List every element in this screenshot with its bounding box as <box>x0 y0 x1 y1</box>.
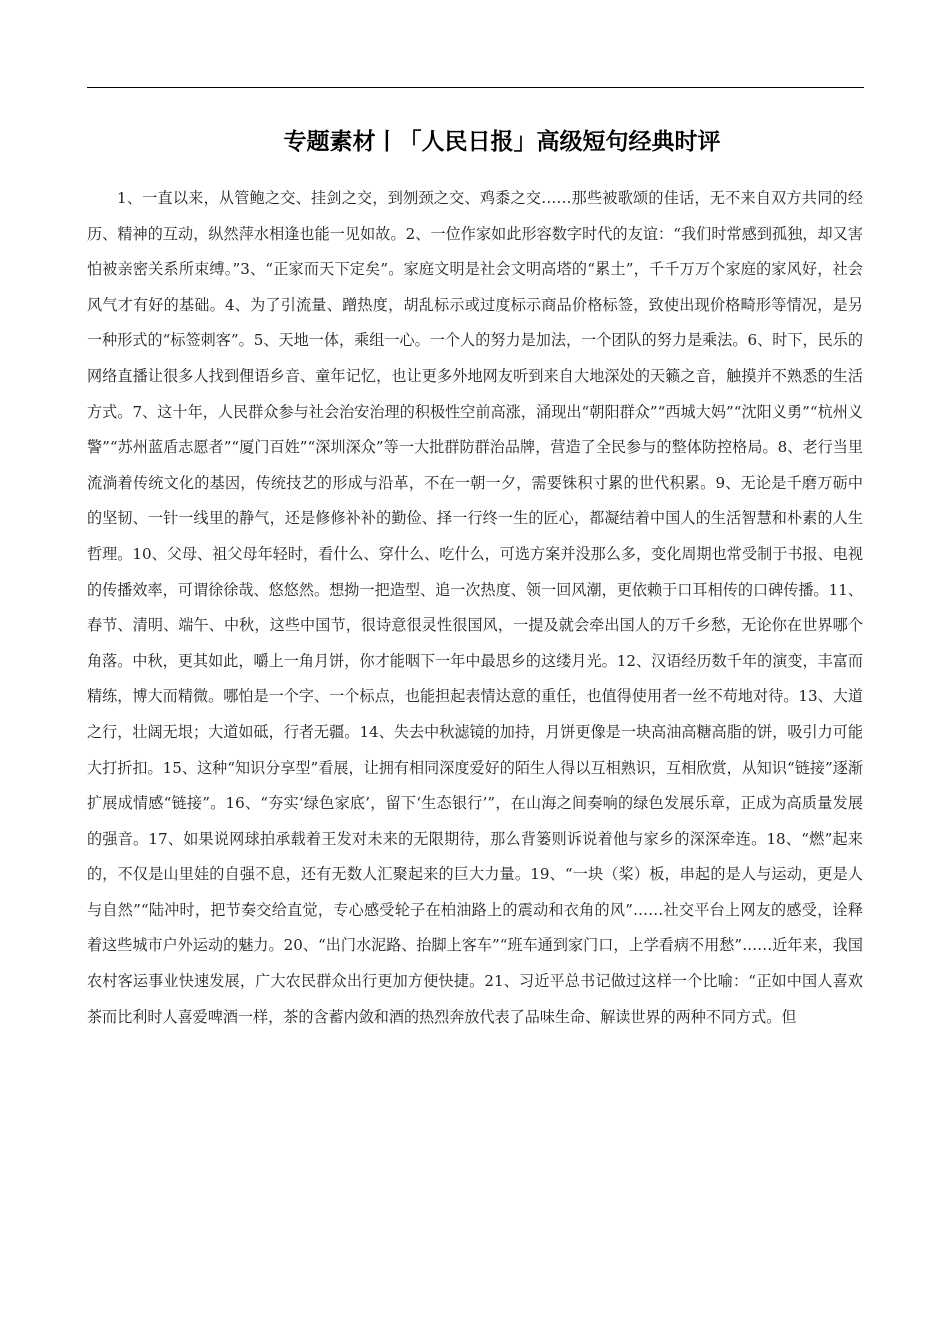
document-body-paragraph: 1、一直以来，从管鲍之交、挂剑之交，到刎颈之交、鸡黍之交……那些被歌颂的佳话，无不来自双方共同的经历、精神的互动，纵然萍水相逢也能一见如故。2、一位作家如此形容数字时代的友谊：“我们时常感到孤独，却又害怕被亲密关系所束缚。”3、“正家而天下定矣”。家庭文明是社会文明高塔的“累土”，千千万万个家庭的家风好，社会风气才有好的基础。4、为了引流量、蹭热度，胡乱标示或过度标示商品价格标签，致使出现价格畸形等情况，是另一种形式的“标签刺客”。5、天地一体，乘组一心。一个人的努力是加法，一个团队的努力是乘法。6、时下，民乐的网络直播让很多人找到俚语乡音、童年记忆，也让更多外地网友听到来自大地深处的天籁之音，触摸并不熟悉的生活方式。7、这十年，人民群众参与社会治安治理的积极性空前高涨，涌现出“朝阳群众”“西城大妈”“沈阳义勇”“杭州义警”“苏州蓝盾志愿者”“厦门百姓”“深圳深众”等一大批群防群治品牌，营造了全民参与的整体防控格局。8、老行当里流淌着传统文化的基因，传统技艺的形成与沿革，不在一朝一夕，需要铢积寸累的世代积累。9、无论是千磨万砺中的坚韧、一针一线里的静气，还是修修补补的勤俭、择一行终一生的匠心，都凝结着中国人的生活智慧和朴素的人生哲理。10、父母、祖父母年轻时，看什么、穿什么、吃什么，可选方案并没那么多，变化周期也常受制于书报、电视的传播效率，可谓徐徐哉、悠悠然。想拗一把造型、追一次热度、领一回风潮，更依赖于口耳相传的口碑传播。11、春节、清明、端午、中秋，这些中国节，很诗意很灵性很国风，一提及就会牵出国人的万千乡愁，无论你在世界哪个角落。中秋，更其如此，嚼上一角月饼，你才能咽下一年中最思乡的这缕月光。12、汉语经历数千年的演变，丰富而精练，博大而精微。哪怕是一个字、一个标点，也能担起表情达意的重任，也值得使用者一丝不苟地对待。13、大道之行，壮阔无垠；大道如砥，行者无疆。14、失去中秋滤镜的加持，月饼更像是一块高油高糖高脂的饼，吸引力可能大打折扣。15、这种“知识分享型”看展，让拥有相同深度爱好的陌生人得以互相熟识，互相欣赏，从知识“链接”逐渐扩展成情感“链接”。16、“夯实‘绿色家底’，留下‘生态银行’”，在山海之间奏响的绿色发展乐章，正成为高质量发展的强音。17、如果说网球拍承载着王发对未来的无限期待，那么背篓则诉说着他与家乡的深深牵连。18、“燃”起来的，不仅是山里娃的自强不息，还有无数人汇聚起来的巨大力量。19、“一块（桨）板，串起的是人与运动，更是人与自然”“陆冲时，把节奏交给直觉，专心感受轮子在柏油路上的震动和衣角的风”……社交平台上网友的感受，诠释着这些城市户外运动的魅力。20、“出门水泥路、抬脚上客车”“班车通到家门口，上学看病不用愁”……近年来，我国农村客运事业快速发展，广大农民群众出行更加方便快捷。21、习近平总书记做过这样一个比喻：“正如中国人喜欢茶而比利时人喜爱啤酒一样，茶的含蓄内敛和酒的热烈奔放代表了品味生命、解读世界的两种不同方式。但 <box>87 189 863 1026</box>
header-rule <box>87 87 864 88</box>
document-title: 专题素材丨「人民日报」高级短句经典时评 <box>283 129 721 155</box>
